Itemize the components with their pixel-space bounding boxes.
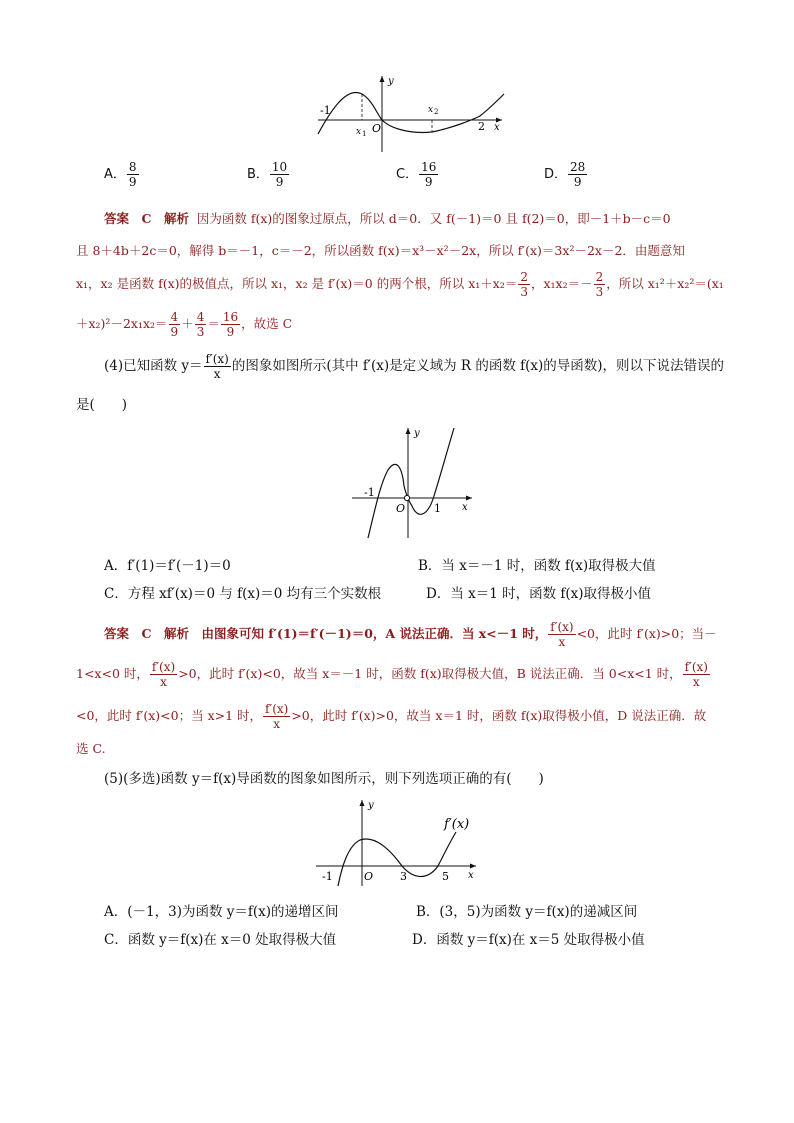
- q3-option-a-label: A．: [104, 167, 126, 182]
- q4-stem-line2: 是( ): [76, 397, 128, 413]
- q3-answer-line2: 且 8＋4b＋2c＝0，解得 b＝－1，c＝－2，所以函数 f(x)＝x³－x²－2x，所以 f′(x)＝3x²－2x－2．由题意知: [76, 243, 685, 258]
- q3-option-d-label: D．: [544, 167, 568, 182]
- q4-answer-text1a: 答案 C 解析 由图象可知 f′(1)＝f′(－1)＝0，A 说法正确．当 x<－1 时，: [104, 626, 548, 641]
- q4-answer-frac2: $\frac{f'(x)}{x}$: [151, 660, 176, 689]
- q3-answer-text4a: ＋x₂)²－2x₁x₂＝: [76, 316, 168, 331]
- q5-graph: [312, 796, 482, 888]
- q3-y-arrow: [380, 76, 385, 82]
- q4-option-c[interactable]: C．方程 xf′(x)＝0 与 f(x)＝0 均有三个实数根: [104, 586, 382, 602]
- q3-label-y: y: [388, 76, 394, 87]
- q3-option-b-label: B．: [247, 167, 269, 182]
- q3-label-x2-sub: 2: [434, 108, 439, 116]
- q3-answer-plus: ＋: [181, 316, 194, 331]
- q4-option-a[interactable]: A．f′(1)＝f′(－1)＝0: [104, 558, 231, 574]
- q5-curve: [338, 832, 456, 886]
- q3-curve: [318, 93, 504, 134]
- q4-stem-fraction: $\frac{f'(x)}{x}$: [205, 352, 229, 381]
- q3-option-c[interactable]: [396, 160, 439, 189]
- q4-stem-text-a: (4)已知函数 y＝: [104, 358, 203, 374]
- q4-answer-frac3: $\frac{f'(x)}{x}$: [684, 660, 708, 689]
- q4-answer-line2: [76, 660, 711, 689]
- q3-answer-frac-sum: $\frac{2}{3}$: [520, 270, 528, 299]
- q5-label-x: x: [468, 870, 474, 881]
- q3-option-d-value: $\frac{28}{9}$: [570, 160, 586, 189]
- q5-label-5: 5: [442, 870, 449, 883]
- q4-answer-text1b: <0，此时 f′(x)>0；当－: [576, 626, 717, 641]
- q5-label-y: y: [368, 800, 374, 811]
- q4-answer-text3a: <0，此时 f′(x)<0；当 x>1 时，: [76, 708, 263, 723]
- q3-answer-frac-b: $\frac{4}{3}$: [196, 310, 205, 339]
- q3-label-x: x: [494, 122, 500, 133]
- q4-label-1: 1: [434, 502, 441, 515]
- q5-option-c[interactable]: C．函数 y＝f(x)在 x＝0 处取得极大值: [104, 932, 337, 948]
- q3-answer-text3a: x₁，x₂ 是函数 f(x)的极值点，所以 x₁，x₂ 是 f′(x)＝0 的两个根，所以 x₁＋x₂＝: [76, 276, 518, 291]
- q4-stem-text-b: 的图象如图所示(其中 f′(x)是定义域为 R 的函数 f(x)的导函数)，则以下说法错误的: [231, 358, 725, 374]
- q4-graph: [346, 424, 476, 542]
- q5-label-minus1: -1: [322, 870, 333, 883]
- q3-answer-text3c: ，所以 x₁²＋x₂²＝(x₁: [606, 276, 724, 291]
- q5-option-b[interactable]: B．(3，5)为函数 y＝f(x)的递减区间: [416, 904, 638, 920]
- q3-answer-line1: [104, 208, 671, 230]
- q3-option-a[interactable]: [104, 160, 140, 189]
- q3-graph: [310, 72, 510, 156]
- q4-x-arrow: [466, 496, 472, 501]
- q4-option-d[interactable]: D．当 x＝1 时，函数 f(x)取得极小值: [426, 586, 652, 602]
- q3-answer-text3b: ，x₁x₂＝－: [530, 276, 593, 291]
- q3-answer-head: 答案 C 解析: [104, 211, 189, 226]
- q5-stem: (5)(多选)函数 y＝f(x)导函数的图象如图所示，则下列选项正确的有( ): [104, 771, 544, 787]
- q4-answer-frac1: $\frac{f'(x)}{x}$: [550, 620, 574, 649]
- q3-label-x1-sub: 1: [362, 130, 367, 138]
- q5-x-arrow: [470, 864, 476, 869]
- q5-label-fprime: f′(x): [444, 817, 470, 832]
- q4-stem-line1: [104, 352, 724, 381]
- q3-answer-line3: [76, 270, 724, 299]
- q3-answer-eq: ＝: [207, 316, 220, 331]
- q3-label-x2: x: [428, 105, 434, 115]
- q3-answer-line4: [76, 310, 292, 339]
- q3-option-d[interactable]: [544, 160, 588, 189]
- q3-label-origin: O: [372, 122, 382, 135]
- q4-answer-text2a: 1<x<0 时，: [76, 666, 149, 681]
- q4-answer-line1: [104, 620, 717, 649]
- q3-option-b-value: $\frac{10}{9}$: [271, 160, 288, 189]
- q3-answer-frac-result: $\frac{16}{9}$: [222, 310, 239, 339]
- q3-label-x1: x: [356, 127, 362, 137]
- q3-label-2: 2: [478, 120, 485, 133]
- q3-option-a-value: $\frac{8}{9}$: [128, 160, 137, 189]
- q3-option-b[interactable]: [247, 160, 290, 189]
- q3-answer-text4b: ，故选 C: [241, 316, 293, 331]
- q5-y-arrow: [360, 800, 365, 806]
- q3-label-minus1: -1: [320, 104, 331, 117]
- q4-option-b[interactable]: B．当 x＝－1 时，函数 f(x)取得极大值: [418, 558, 656, 574]
- q4-answer-line4: 选 C.: [76, 741, 106, 756]
- q4-answer-text3b: >0，此时 f′(x)>0，故当 x＝1 时，函数 f(x)取得极小值，D 说法正确．故: [291, 708, 707, 723]
- q4-answer-text2b: >0，此时 f′(x)<0，故当 x＝－1 时，函数 f(x)取得极大值，B 说法正确．当 0<x<1 时，: [178, 666, 682, 681]
- q4-curve: [368, 428, 454, 538]
- q4-hole-point: [404, 495, 409, 500]
- q3-option-c-label: C．: [396, 167, 419, 182]
- q3-answer-frac-a: $\frac{4}{9}$: [170, 310, 179, 339]
- q4-label-y: y: [414, 428, 420, 439]
- q5-option-a[interactable]: A．(－1，3)为函数 y＝f(x)的递增区间: [104, 904, 339, 920]
- q4-answer-line3: [76, 702, 706, 731]
- q3-option-c-value: $\frac{16}{9}$: [421, 160, 437, 189]
- q3-answer-frac-product: $\frac{2}{3}$: [595, 270, 604, 299]
- q5-label-origin: O: [364, 870, 374, 883]
- q4-label-minus1: -1: [364, 486, 375, 499]
- q4-label-x: x: [462, 502, 468, 513]
- q4-label-origin: O: [396, 502, 406, 515]
- q4-y-arrow: [406, 428, 411, 434]
- q5-label-3: 3: [400, 870, 407, 883]
- q4-answer-frac4: $\frac{f'(x)}{x}$: [265, 702, 289, 731]
- q5-option-d[interactable]: D．函数 y＝f(x)在 x＝5 处取得极小值: [412, 932, 645, 948]
- q3-answer-text1: 因为函数 f(x)的图象过原点，所以 d＝0．又 f(－1)＝0 且 f(2)＝0，即－1＋b－c＝0: [196, 211, 671, 226]
